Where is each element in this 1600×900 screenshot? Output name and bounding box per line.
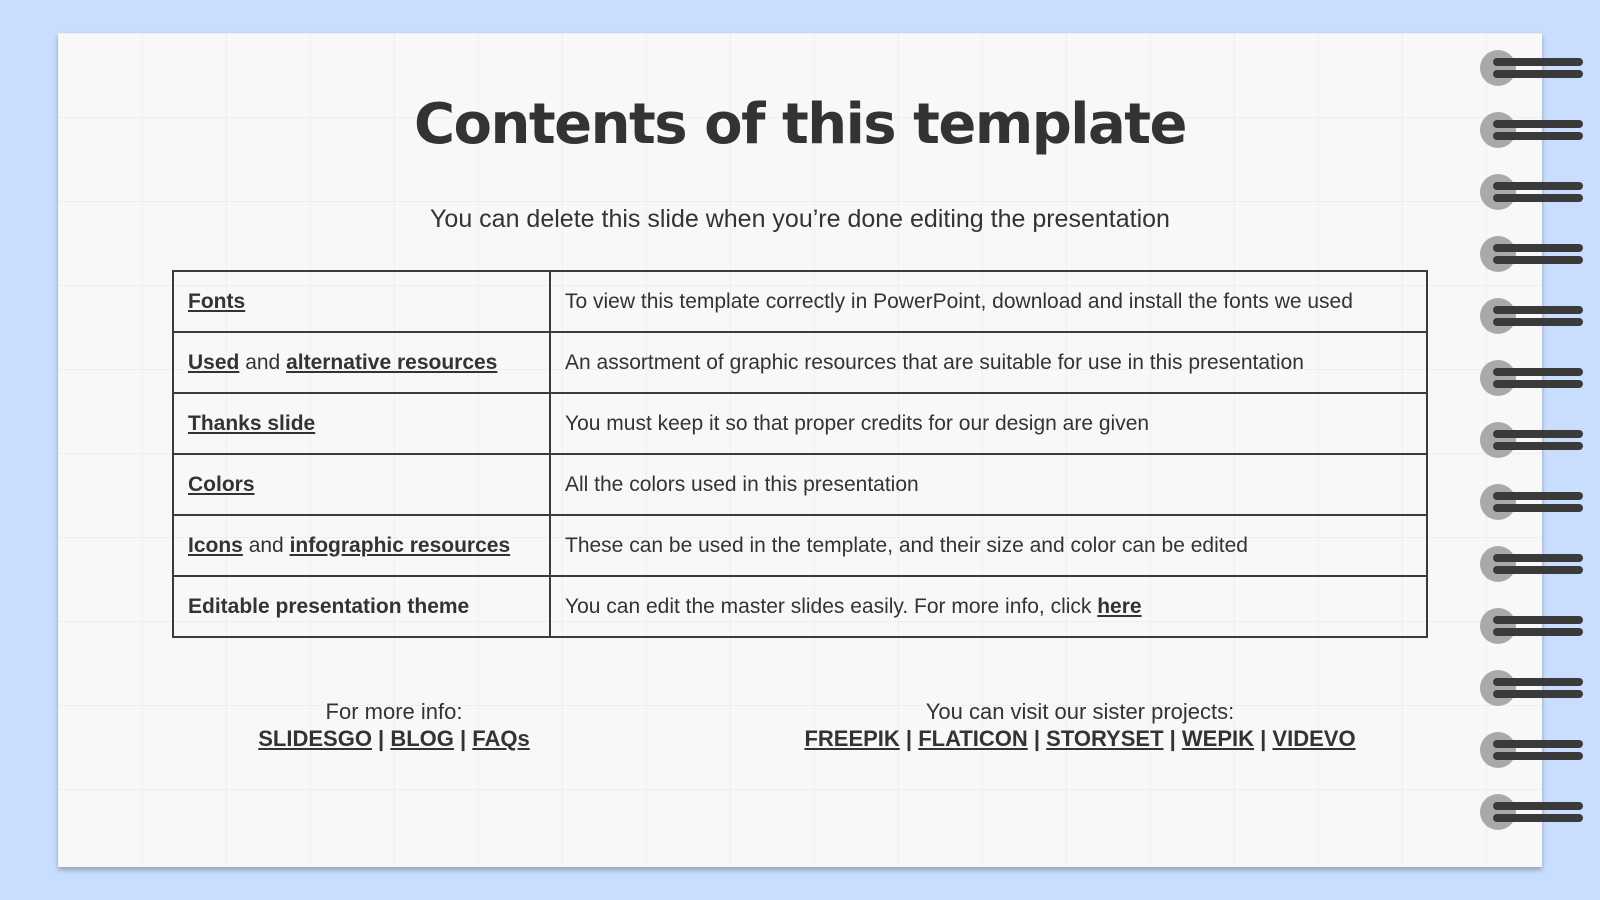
ring-wire <box>1493 256 1583 264</box>
slide-title: Contents of this template <box>413 92 1187 157</box>
description-cell <box>550 454 1427 515</box>
topic-cell <box>173 332 550 393</box>
link-separator: | <box>1163 726 1182 751</box>
description-text: You can edit the master slides easily. For more info, click <box>565 594 1098 618</box>
ring-hole <box>1480 112 1516 148</box>
ring-hole <box>1480 670 1516 706</box>
used-link[interactable]: Used <box>188 350 240 374</box>
spiral-binding <box>1478 48 1588 868</box>
ring-wire <box>1493 752 1583 760</box>
topic-text: Editable presentation theme <box>188 594 470 618</box>
ring-wire <box>1493 132 1583 140</box>
topic-text: and <box>242 533 290 557</box>
thanks-slide-link[interactable]: Thanks slide <box>188 411 316 435</box>
table-row <box>173 454 1427 515</box>
description-text: You must keep it so that proper credits for our design are given <box>565 411 1150 435</box>
contents-table <box>172 270 1428 638</box>
ring-hole <box>1480 732 1516 768</box>
ring-wire <box>1493 616 1583 624</box>
description-cell <box>550 393 1427 454</box>
ring-wire <box>1493 380 1583 388</box>
description-cell <box>550 332 1427 393</box>
ring-wire <box>1493 430 1583 438</box>
link-separator: | <box>1254 726 1273 751</box>
ring-wire <box>1493 492 1583 500</box>
ring-wire <box>1493 70 1583 78</box>
ring-hole <box>1480 50 1516 86</box>
ring-hole <box>1480 298 1516 334</box>
spiral-ring-icon <box>1478 544 1588 584</box>
ring-wire <box>1493 554 1583 562</box>
topic-cell <box>173 454 550 515</box>
ring-hole <box>1480 484 1516 520</box>
ring-wire <box>1493 244 1583 252</box>
ring-hole <box>1480 236 1516 272</box>
ring-hole <box>1480 794 1516 830</box>
ring-hole <box>1480 608 1516 644</box>
ring-wire <box>1493 120 1583 128</box>
spiral-ring-icon <box>1478 358 1588 398</box>
slide-subtitle: You can delete this slide when you’re done editing the presentation <box>430 205 1170 233</box>
ring-wire <box>1493 504 1583 512</box>
spiral-ring-icon <box>1478 606 1588 646</box>
wepik-link[interactable]: WEPIK <box>1181 726 1255 751</box>
infographic-resources-link[interactable]: infographic resources <box>289 533 511 557</box>
footer-more-info-label: For more info: <box>325 699 463 724</box>
colors-link[interactable]: Colors <box>188 472 255 496</box>
topic-text: and <box>239 350 287 374</box>
footer-more-info <box>244 698 544 752</box>
link-separator: | <box>453 726 473 751</box>
ring-wire <box>1493 318 1583 326</box>
description-text: To view this template correctly in PowerPoint, download and install the fonts we used <box>565 289 1353 313</box>
footer-sister-projects-label: You can visit our sister projects: <box>925 699 1235 724</box>
footer-sister-projects-links <box>780 725 1380 752</box>
ring-wire <box>1493 442 1583 450</box>
footer-sister-projects <box>780 698 1380 752</box>
table-row <box>173 332 1427 393</box>
ring-hole <box>1480 360 1516 396</box>
spiral-ring-icon <box>1478 482 1588 522</box>
footer-more-info-links <box>244 725 544 752</box>
blog-link[interactable]: BLOG <box>390 726 454 751</box>
link-separator: | <box>899 726 919 751</box>
topic-cell <box>173 271 550 332</box>
ring-wire <box>1493 814 1583 822</box>
description-text: These can be used in the template, and their size and color can be edited <box>565 533 1248 557</box>
ring-wire <box>1493 678 1583 686</box>
spiral-ring-icon <box>1478 172 1588 212</box>
description-cell <box>550 515 1427 576</box>
fonts-link[interactable]: Fonts <box>188 289 246 313</box>
spiral-ring-icon <box>1478 668 1588 708</box>
description-cell <box>550 271 1427 332</box>
ring-wire <box>1493 628 1583 636</box>
link-separator: | <box>1027 726 1047 751</box>
table-row <box>173 515 1427 576</box>
ring-wire <box>1493 566 1583 574</box>
ring-wire <box>1493 306 1583 314</box>
ring-wire <box>1493 58 1583 66</box>
ring-hole <box>1480 546 1516 582</box>
description-text: An assortment of graphic resources that are suitable for use in this presentation <box>565 350 1304 374</box>
ring-wire <box>1493 182 1583 190</box>
topic-cell <box>173 515 550 576</box>
table-row <box>173 393 1427 454</box>
storyset-link[interactable]: STORYSET <box>1046 726 1164 751</box>
ring-wire <box>1493 194 1583 202</box>
here-link[interactable]: here <box>1097 594 1142 618</box>
ring-wire <box>1493 802 1583 810</box>
ring-hole <box>1480 422 1516 458</box>
slidesgo-link[interactable]: SLIDESGO <box>258 726 372 751</box>
description-cell <box>550 576 1427 637</box>
faqs-link[interactable]: FAQs <box>472 726 530 751</box>
table-row <box>173 271 1427 332</box>
spiral-ring-icon <box>1478 296 1588 336</box>
freepik-link[interactable]: FREEPIK <box>804 726 900 751</box>
flaticon-link[interactable]: FLATICON <box>918 726 1028 751</box>
alternative-resources-link[interactable]: alternative resources <box>286 350 498 374</box>
ring-wire <box>1493 690 1583 698</box>
ring-wire <box>1493 740 1583 748</box>
ring-hole <box>1480 174 1516 210</box>
spiral-ring-icon <box>1478 730 1588 770</box>
contents-table-body <box>173 271 1427 637</box>
icons-link[interactable]: Icons <box>188 533 243 557</box>
spiral-ring-icon <box>1478 48 1588 88</box>
table-row <box>173 576 1427 637</box>
link-separator: | <box>371 726 391 751</box>
spiral-ring-icon <box>1478 792 1588 832</box>
description-text: All the colors used in this presentation <box>565 472 919 496</box>
ring-wire <box>1493 368 1583 376</box>
videvo-link[interactable]: VIDEVO <box>1272 726 1356 751</box>
topic-cell <box>173 393 550 454</box>
topic-cell <box>173 576 550 637</box>
spiral-ring-icon <box>1478 420 1588 460</box>
spiral-ring-icon <box>1478 234 1588 274</box>
spiral-ring-icon <box>1478 110 1588 150</box>
